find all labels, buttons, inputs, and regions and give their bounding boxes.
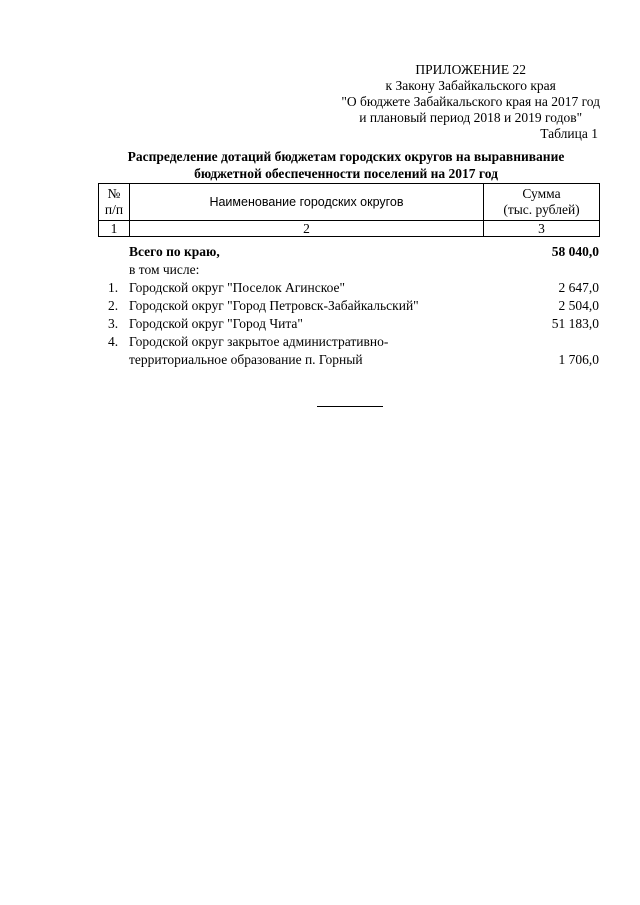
column-header-sum-line2: (тыс. рублей) [503,202,580,217]
table-body [98,243,599,369]
row-amount: 51 183,0 [551,316,599,331]
row-number: 3. [108,316,119,331]
appendix-line: "О бюджете Забайкальского края на 2017 год [341,94,600,109]
table-row-including [98,261,599,279]
row-name-line: Городской округ закрытое административно- [129,334,389,349]
row-number: 4. [108,334,119,349]
row-amount: 2 504,0 [558,298,599,313]
table-row [98,315,599,333]
appendix-line: и плановый период 2018 и 2019 годов" [359,110,583,125]
column-header-sum [484,184,600,221]
column-index: 2 [130,221,484,237]
column-index: 3 [484,221,600,237]
column-header-number-line1: № [107,186,121,201]
column-header-number-line2: п/п [104,202,124,217]
table-row [98,333,599,369]
row-amount: 2 647,0 [558,280,599,295]
total-label: Всего по краю, [129,244,220,259]
row-number: 1. [108,280,119,295]
row-name-line: Городской округ "Поселок Агинское" [129,280,346,295]
row-name [129,333,489,369]
row-name-line: Городской округ "Город Петровск-Забайкальский" [129,298,419,313]
appendix-header [341,62,600,126]
appendix-line: к Закону Забайкальского края [385,78,556,93]
document-title [96,148,596,182]
row-name-line: Городской округ "Город Чита" [129,316,303,331]
column-index: 1 [99,221,130,237]
row-name [129,279,489,297]
table-row [98,279,599,297]
including-label: в том числе: [129,262,200,277]
table-row [98,297,599,315]
column-header-number [99,184,130,221]
title-line: бюджетной обеспеченности поселений на 2017 год [194,166,498,181]
total-amount: 58 040,0 [551,244,599,259]
table-number: Таблица 1 [540,126,598,141]
column-header-name: Наименование городских округов [130,184,484,221]
row-name [129,315,489,333]
column-header-sum-line1: Сумма [522,186,561,201]
appendix-line: ПРИЛОЖЕНИЕ 22 [415,62,526,77]
table-row-total [98,243,599,261]
table-header [98,183,600,237]
end-rule [317,406,383,407]
row-name [129,297,489,315]
row-number: 2. [108,298,119,313]
row-amount: 1 706,0 [558,352,599,367]
title-line: Распределение дотаций бюджетам городских округов на выравнивание [127,149,565,164]
row-name-line: территориальное образование п. Горный [129,352,363,367]
